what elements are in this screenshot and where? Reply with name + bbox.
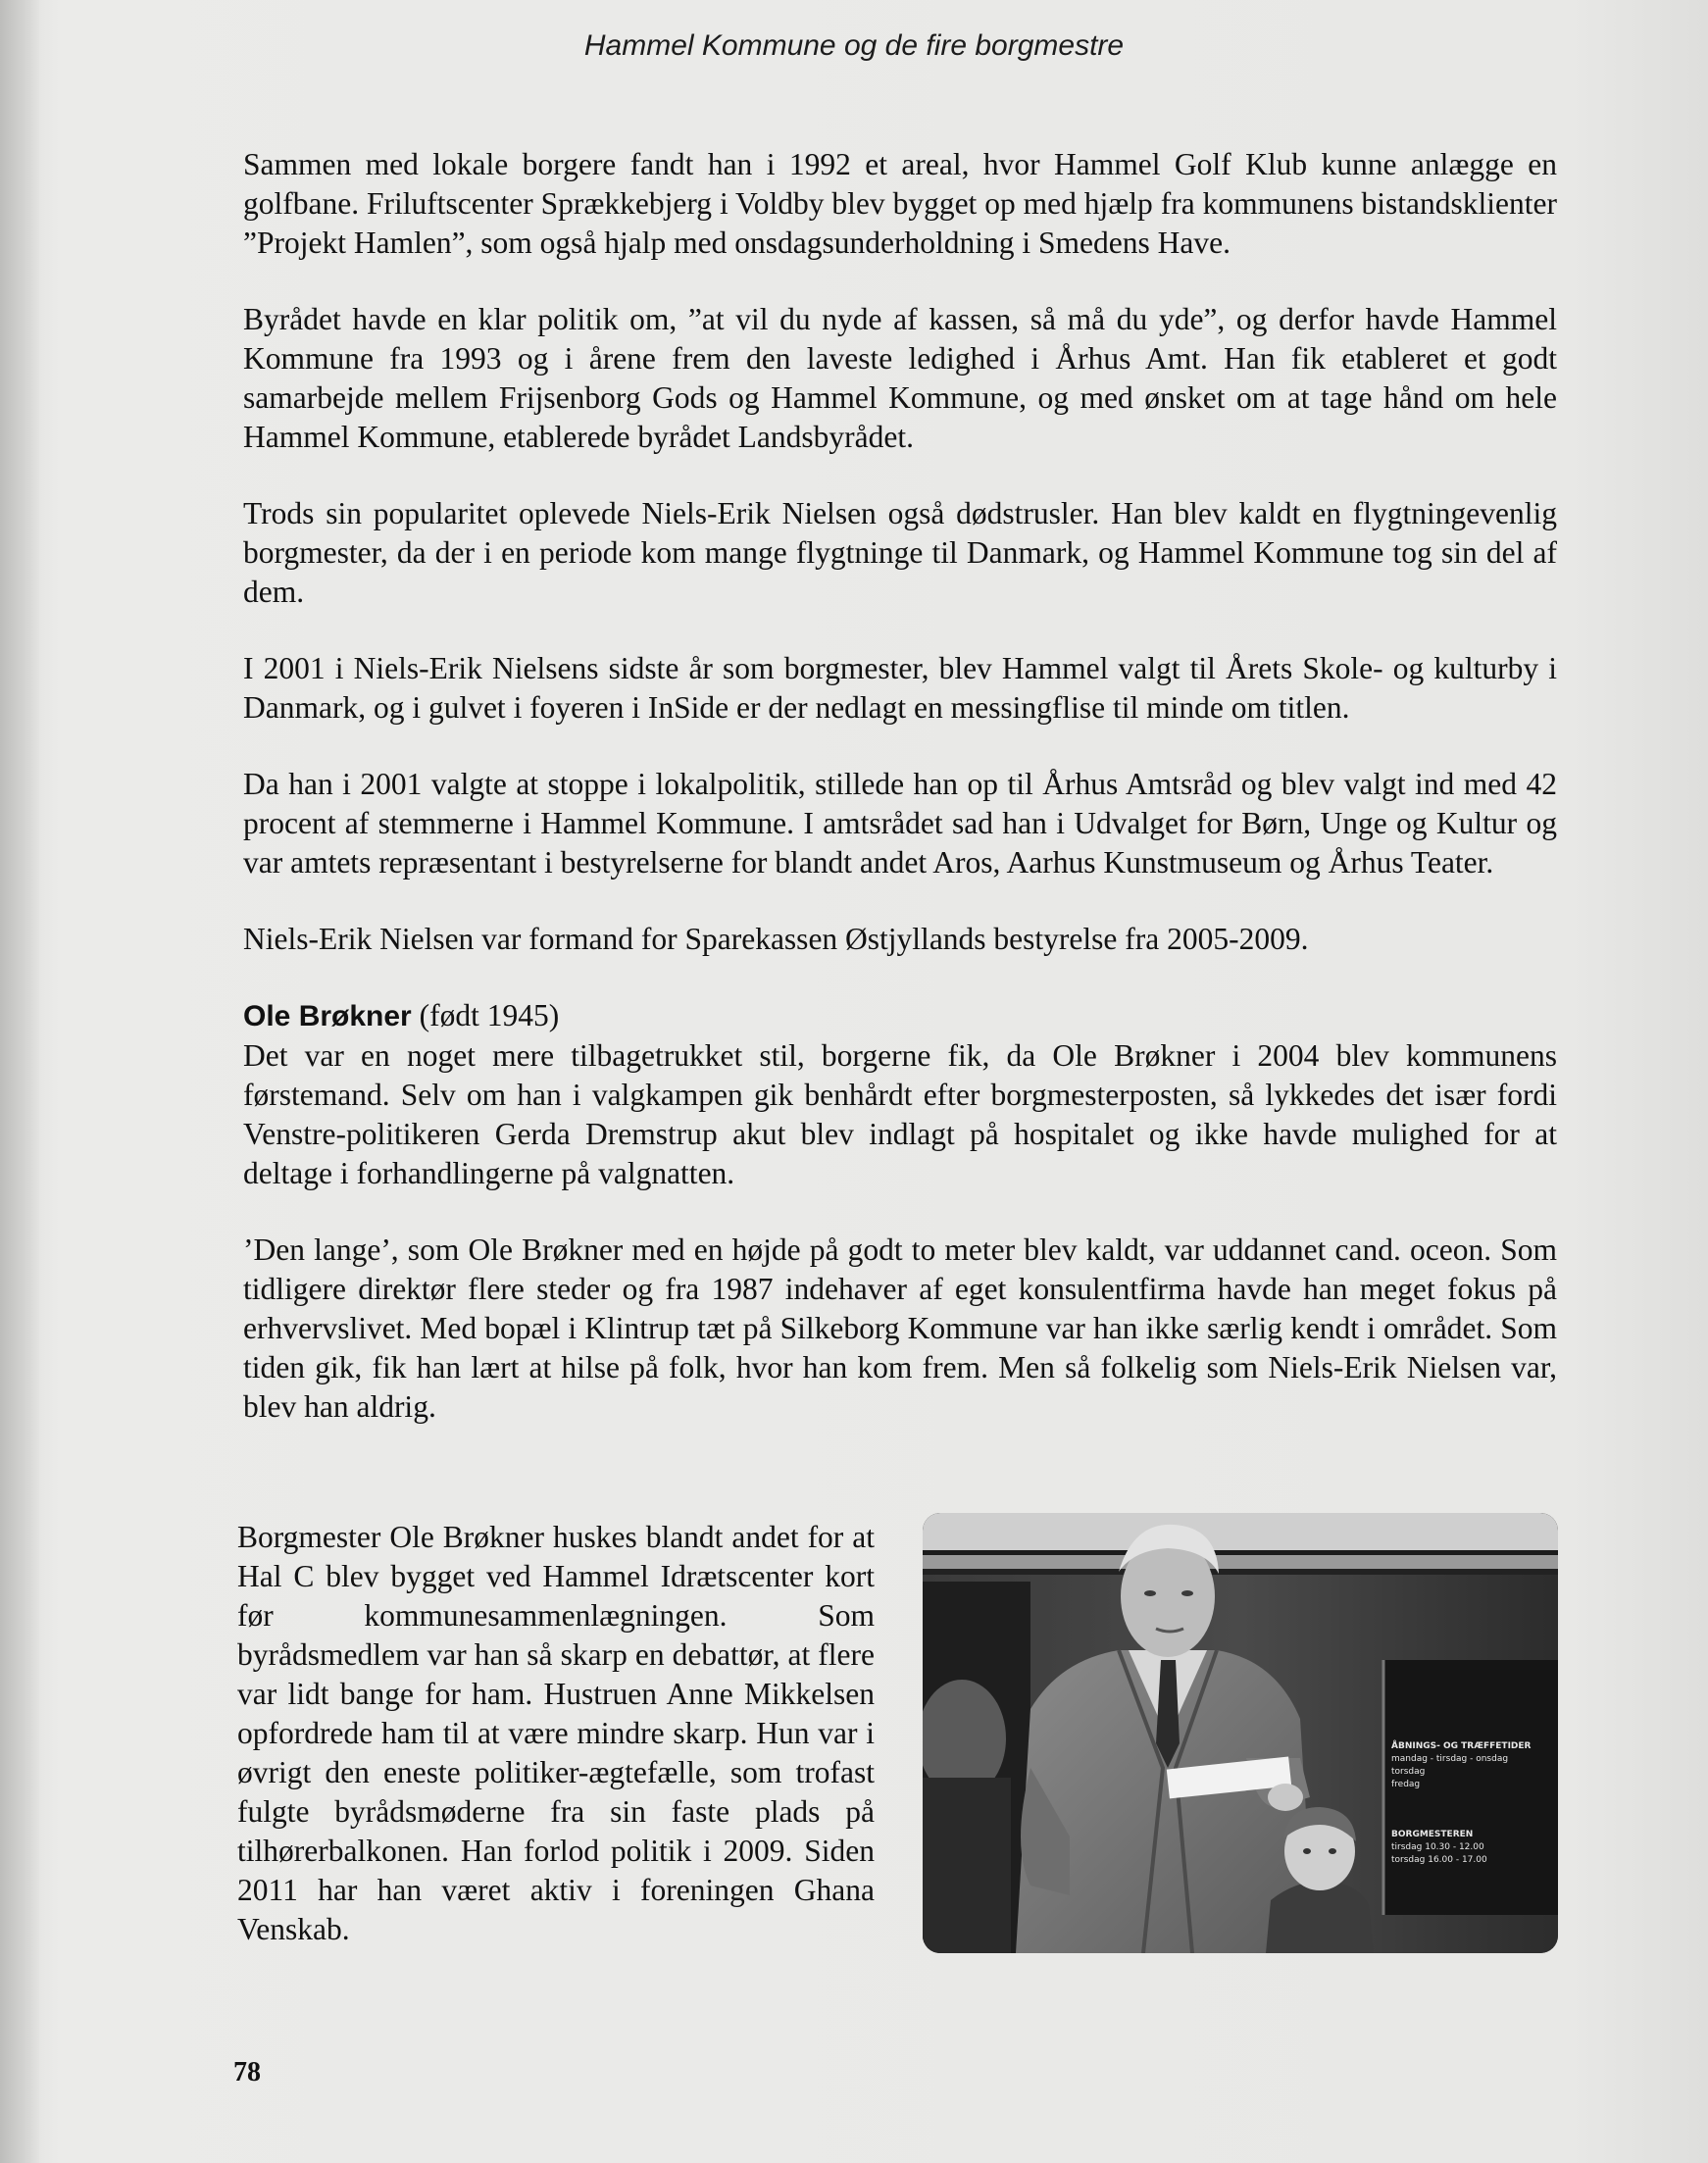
paragraph-den-lange: ’Den lange’, som Ole Brøkner med en højde på godt to meter blev kaldt, var uddannet cand. oceon. Som tidligere direktør flere steder og fra 1987 indehaver af eget konsulentfirma havde han meget fokus på erhvervslivet. Med bopæl i Klintrup tæt på Silkeborg Kommune var han ikke særlig kendt i området. Som tiden gik, fik han lært at hilse på folk, hvor han kom frem. Men så folkelig som Niels-Erik Nielsen var, blev han aldrig. [243,1232,1557,1424]
sign-line-0: ÅBNINGS- OG TRÆFFETIDER [1391,1741,1532,1751]
section-heading-born: (født 1945) [411,998,560,1032]
sign-line-5: tirsdag 10.30 - 12.00 [1391,1842,1484,1852]
paragraph-foerstemand: Det var en noget mere tilbagetrukket stil, borgerne fik, da Ole Brøkner i 2004 blev kommunens førstemand. Selv om han i valgkampen gik benhårdt efter borgmesterposten, så lykkedes det især fordi Venstre-politikeren Gerda Dremstrup akut blev indlagt på hospitalet og ikke havde mulighed for at deltage i forhandlingerne på valgnatten. [243,1038,1557,1190]
paragraph-byraadet: Byrådet havde en klar politik om, ”at vil du nyde af kassen, så må du yde”, og derfor havde Hammel Kommune fra 1993 og i årene frem den laveste ledighed i Århus Amt. Han fik etableret et godt samarbejde mellem Frijsenborg Gods og Hammel Kommune, og med ønsket om at tage hånd om hele Hammel Kommune, etablerede byrådet Landsbyrådet. [243,302,1557,454]
sign-line-6: torsdag 16.00 - 17.00 [1391,1855,1487,1865]
photo-ole-broekner [923,1513,1558,1953]
page-number: 78 [233,2057,261,2088]
sign-line-1: mandag - tirsdag - onsdag [1391,1754,1509,1764]
photo-illustration [923,1513,1558,1953]
sign-line-3: fredag [1391,1780,1421,1789]
paragraph-sparekassen: Niels-Erik Nielsen var formand for Sparekassen Østjyllands bestyrelse fra 2005-2009. [243,922,1309,956]
paragraph-kulturby: I 2001 i Niels-Erik Nielsens sidste år som borgmester, blev Hammel valgt til Årets Skole- og kulturby i Danmark, og i gulvet i foyeren i InSide er der nedlagt en messingflise til minde om titlen. [243,651,1557,725]
running-header: Hammel Kommune og de fire borgmestre [583,29,1125,62]
book-spine [0,0,39,2163]
sign-line-4: BORGMESTEREN [1391,1830,1474,1839]
paragraph-amtsraad: Da han i 2001 valgte at stoppe i lokalpolitik, stillede han op til Århus Amtsråd og blev valgt ind med 42 procent af stemmerne i Hammel Kommune. I amtsrådet sad han i Udvalget for Børn, Unge og Kultur og var amtets repræsentant i bestyrelserne for blandt andet Aros, Aarhus Kunstmuseum og Århus Teater. [243,767,1557,880]
photo-side-text: Borgmester Ole Brøkner huskes blandt andet for at Hal C blev bygget ved Hammel Idrætscenter kort før kommunesammenlægningen. Som byrådsmedlem var han så skarp en debattør, at flere var lidt bange for ham. Hustruen Anne Mikkelsen opfordrede ham til at være mindre skarp. Hun var i øvrigt den eneste politiker-ægtefælle, som trofast fulgte byrådsmøderne fra sin faste plads på tilhørerbalkonen. Han forlod politik i 2009. Siden 2011 har han været aktiv i foreningen Ghana Venskab. [237,1520,875,1946]
sign-line-2: torsdag [1391,1767,1426,1777]
paragraph-golf: Sammen med lokale borgere fandt han i 1992 et areal, hvor Hammel Golf Klub kunne anlægge en golfbane. Friluftscenter Sprækkebjerg i Voldby blev bygget op med hjælp fra kommunens bistandsklienter ”Projekt Hamlen”, som også hjalp med onsdagsunderholdning i Smedens Have. [243,147,1557,260]
section-heading-name: Ole Brøkner [243,1000,412,1032]
body-text [243,145,1557,1464]
paragraph-doedstrusler: Trods sin popularitet oplevede Niels-Erik Nielsen også dødstrusler. Han blev kaldt en flygtningevenlig borgmester, da der i en periode kom mange flygtninge til Danmark, og Hammel Kommune tog sin del af dem. [243,496,1557,609]
section-heading [243,996,1557,1036]
